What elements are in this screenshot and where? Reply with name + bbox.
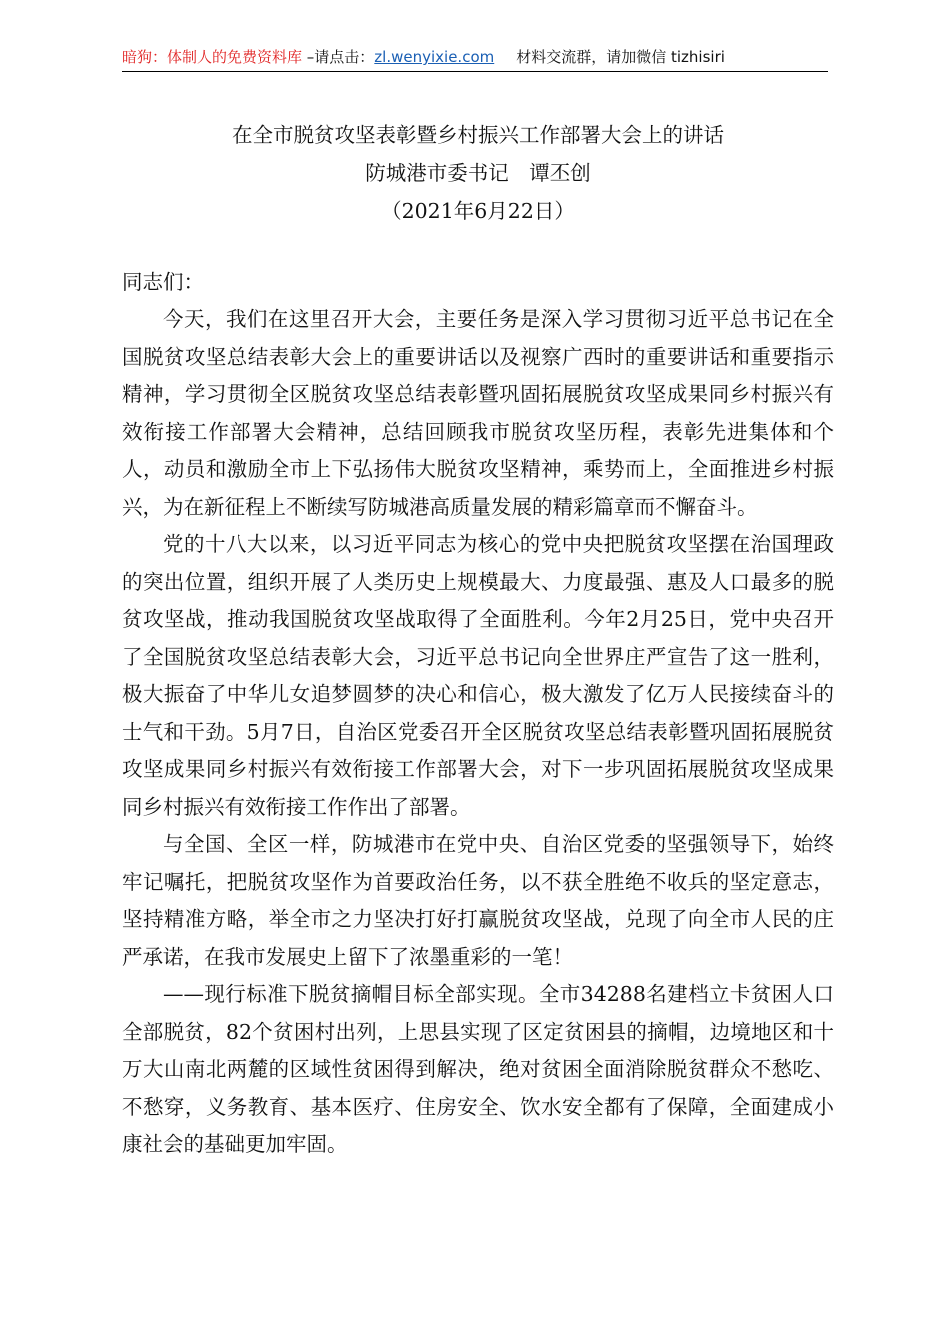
document-title: 在全市脱贫攻坚表彰暨乡村振兴工作部署大会上的讲话 xyxy=(232,123,724,147)
title-block xyxy=(122,116,834,230)
header-link[interactable]: zl.wenyixie.com xyxy=(374,48,495,66)
document-date: （2021年6月22日） xyxy=(381,199,575,223)
document-body xyxy=(122,116,834,1164)
header-contact: 材料交流群，请加微信 tizhisiri xyxy=(516,48,725,66)
paragraph: 与全国、全区一样，防城港市在党中央、自治区党委的坚强领导下，始终牢记嘱托，把脱贫攻坚作为首要政治任务，以不获全胜绝不收兵的坚定意志，坚持精准方略，举全市之力坚决打好打赢脱贫攻坚战，兑现了向全市人民的庄严承诺，在我市发展史上留下了浓墨重彩的一笔！ xyxy=(122,832,834,969)
header-brand: 暗狗：体制人的免费资料库 xyxy=(122,48,303,66)
paragraph: 今天，我们在这里召开大会，主要任务是深入学习贯彻习近平总书记在全国脱贫攻坚总结表彰大会上的重要讲话以及视察广西时的重要讲话和重要指示精神，学习贯彻全区脱贫攻坚总结表彰暨巩固拓展脱贫攻坚成果同乡村振兴有效衔接工作部署大会精神，总结回顾我市脱贫攻坚历程，表彰先进集体和个人，动员和激励全市上下弘扬伟大脱贫攻坚精神，乘势而上，全面推进乡村振兴，为在新征程上不断续写防城港高质量发展的精彩篇章而不懈奋斗。 xyxy=(122,307,834,519)
document-speaker: 防城港市委书记 谭丕创 xyxy=(365,161,591,185)
header-prompt: –请点击： xyxy=(302,48,375,66)
watermark-header xyxy=(122,46,822,68)
paragraph: ——现行标准下脱贫摘帽目标全部实现。全市34288名建档立卡贫困人口全部脱贫，82个贫困村出列，上思县实现了区定贫困县的摘帽，边境地区和十万大山南北两麓的区域性贫困得到解决，绝对贫困全面消除脱贫群众不愁吃、不愁穿，义务教育、基本医疗、住房安全、饮水安全都有了保障，全面建成小康社会的基础更加牢固。 xyxy=(122,982,834,1156)
salutation: 同志们： xyxy=(122,270,204,294)
paragraph: 党的十八大以来，以习近平同志为核心的党中央把脱贫攻坚摆在治国理政的突出位置，组织开展了人类历史上规模最大、力度最强、惠及人口最多的脱贫攻坚战，推动我国脱贫攻坚战取得了全面胜利。今年2月25日，党中央召开了全国脱贫攻坚总结表彰大会，习近平总书记向全世界庄严宣告了这一胜利，极大振奋了中华儿女追梦圆梦的决心和信心，极大激发了亿万人民接续奋斗的士气和干劲。5月7日，自治区党委召开全区脱贫攻坚总结表彰暨巩固拓展脱贫攻坚成果同乡村振兴有效衔接工作部署大会，对下一步巩固拓展脱贫攻坚成果同乡村振兴有效衔接工作作出了部署。 xyxy=(122,532,834,819)
header-divider xyxy=(122,71,828,72)
